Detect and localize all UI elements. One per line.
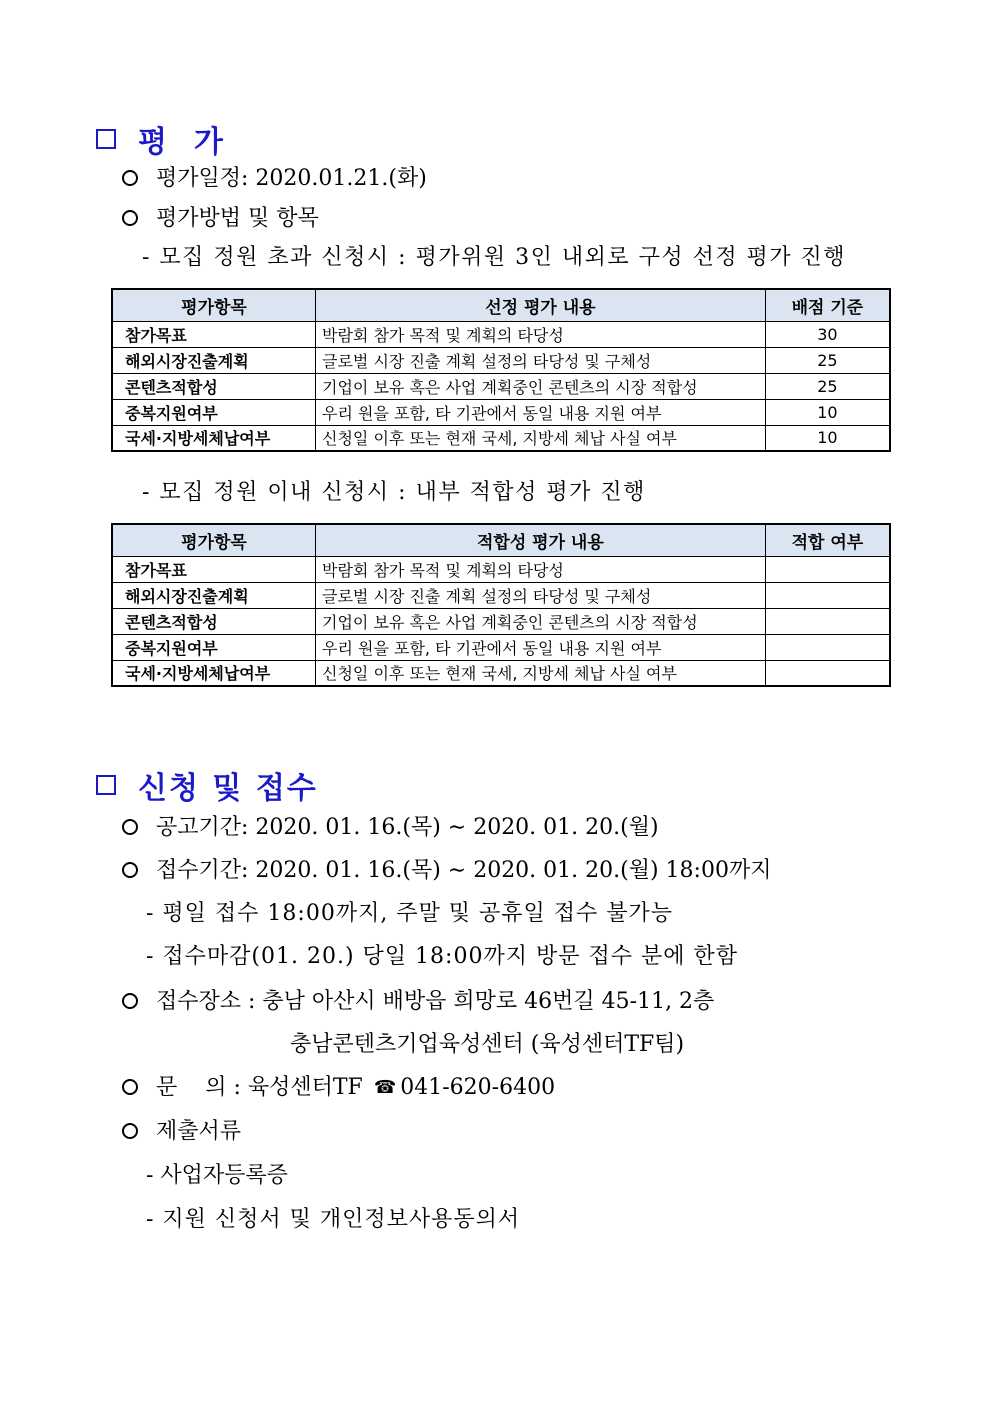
row-score: 10	[765, 425, 890, 451]
eval-schedule-text: 평가일정: 2020.01.21.(화)	[156, 166, 427, 191]
document-item: - 지원 신청서 및 개인정보사용동의서	[146, 1207, 521, 1232]
row-content: 우리 원을 포함, 타 기관에서 동일 내용 지원 여부	[316, 634, 766, 660]
row-content: 신청일 이후 또는 현재 국세, 지방세 체납 사실 여부	[316, 425, 766, 451]
suitability-eval-table	[111, 523, 891, 687]
row-item: 해외시장진출계획	[112, 347, 316, 373]
row-item: 국세·지방세체납여부	[112, 425, 316, 451]
row-item: 콘텐츠적합성	[112, 608, 316, 634]
inquiry-label: 문 의 : 육성센터TF	[156, 1075, 363, 1100]
header-item: 평가항목	[112, 289, 316, 321]
row-result	[765, 582, 890, 608]
header-item: 평가항목	[112, 524, 316, 556]
eval-method	[122, 208, 319, 230]
table-row	[112, 399, 890, 425]
table-row	[112, 660, 890, 686]
checkbox-square-icon	[96, 129, 116, 149]
documents-text: 제출서류	[156, 1119, 242, 1144]
receipt-period	[122, 860, 771, 882]
section-title-apply	[96, 763, 318, 807]
receipt-note-deadline: - 접수마감(01. 20.) 당일 18:00까지 방문 접수 분에 한함	[146, 944, 738, 969]
bullet-circle-icon	[122, 819, 138, 835]
row-item: 참가목표	[112, 556, 316, 582]
row-content: 글로벌 시장 진출 계획 설정의 타당성 및 구체성	[316, 347, 766, 373]
table-row	[112, 608, 890, 634]
checkbox-square-icon	[96, 775, 116, 795]
notice-period	[122, 817, 659, 839]
table-header-row	[112, 289, 890, 321]
bullet-circle-icon	[122, 1079, 138, 1095]
header-result: 적합 여부	[765, 524, 890, 556]
receipt-period-text: 접수기간: 2020. 01. 16.(목) ∼ 2020. 01. 20.(월) 18:00까지	[156, 858, 772, 883]
table-row	[112, 582, 890, 608]
phone-icon: ☎	[373, 1077, 397, 1098]
row-result	[765, 634, 890, 660]
bullet-circle-icon	[122, 862, 138, 878]
row-score: 25	[765, 373, 890, 399]
row-result	[765, 608, 890, 634]
table-header-row	[112, 524, 890, 556]
row-result	[765, 660, 890, 686]
row-item: 중복지원여부	[112, 634, 316, 660]
within-capacity-note: - 모집 정원 이내 신청시 : 내부 적합성 평가 진행	[142, 480, 646, 505]
document-item: - 사업자등록증	[146, 1163, 288, 1188]
phone-number: 041-620-6400	[400, 1075, 556, 1100]
section-title-text: 신청 및 접수	[138, 771, 318, 806]
over-capacity-note: - 모집 정원 초과 신청시 : 평가위원 3인 내외로 구성 선정 평가 진행	[142, 245, 847, 270]
bullet-circle-icon	[122, 993, 138, 1009]
table-row	[112, 425, 890, 451]
section-title-evaluation	[96, 117, 225, 161]
table-row	[112, 556, 890, 582]
table-row	[112, 373, 890, 399]
selection-eval-table	[111, 288, 891, 452]
receipt-note-weekday: - 평일 접수 18:00까지, 주말 및 공휴일 접수 불가능	[146, 901, 674, 926]
table-row	[112, 634, 890, 660]
eval-schedule	[122, 168, 427, 190]
row-score: 10	[765, 399, 890, 425]
header-content: 적합성 평가 내용	[316, 524, 766, 556]
row-content: 기업이 보유 혹은 사업 계획중인 콘텐츠의 시장 적합성	[316, 373, 766, 399]
row-item: 국세·지방세체납여부	[112, 660, 316, 686]
bullet-circle-icon	[122, 210, 138, 226]
row-content: 박람회 참가 목적 및 계획의 타당성	[316, 321, 766, 347]
table-row	[112, 347, 890, 373]
table-row	[112, 321, 890, 347]
documents	[122, 1121, 241, 1143]
row-content: 글로벌 시장 진출 계획 설정의 타당성 및 구체성	[316, 582, 766, 608]
row-content: 기업이 보유 혹은 사업 계획중인 콘텐츠의 시장 적합성	[316, 608, 766, 634]
row-score: 25	[765, 347, 890, 373]
section-title-text: 평 가	[138, 125, 225, 160]
row-content: 박람회 참가 목적 및 계획의 타당성	[316, 556, 766, 582]
bullet-circle-icon	[122, 170, 138, 186]
row-item: 해외시장진출계획	[112, 582, 316, 608]
receipt-place	[122, 991, 714, 1013]
row-item: 중복지원여부	[112, 399, 316, 425]
inquiry	[122, 1077, 555, 1099]
receipt-place-text: 접수장소 : 충남 아산시 배방읍 희망로 46번길 45-11, 2층	[156, 989, 715, 1014]
row-result	[765, 556, 890, 582]
eval-method-text: 평가방법 및 항목	[156, 206, 319, 231]
row-content: 우리 원을 포함, 타 기관에서 동일 내용 지원 여부	[316, 399, 766, 425]
row-score: 30	[765, 321, 890, 347]
row-item: 콘텐츠적합성	[112, 373, 316, 399]
notice-period-text: 공고기간: 2020. 01. 16.(목) ∼ 2020. 01. 20.(월)	[156, 815, 659, 840]
header-content: 선정 평가 내용	[316, 289, 766, 321]
row-item: 참가목표	[112, 321, 316, 347]
receipt-center: 충남콘텐츠기업육성센터 (육성센터TF팀)	[290, 1032, 685, 1057]
header-score: 배점 기준	[765, 289, 890, 321]
row-content: 신청일 이후 또는 현재 국세, 지방세 체납 사실 여부	[316, 660, 766, 686]
bullet-circle-icon	[122, 1123, 138, 1139]
